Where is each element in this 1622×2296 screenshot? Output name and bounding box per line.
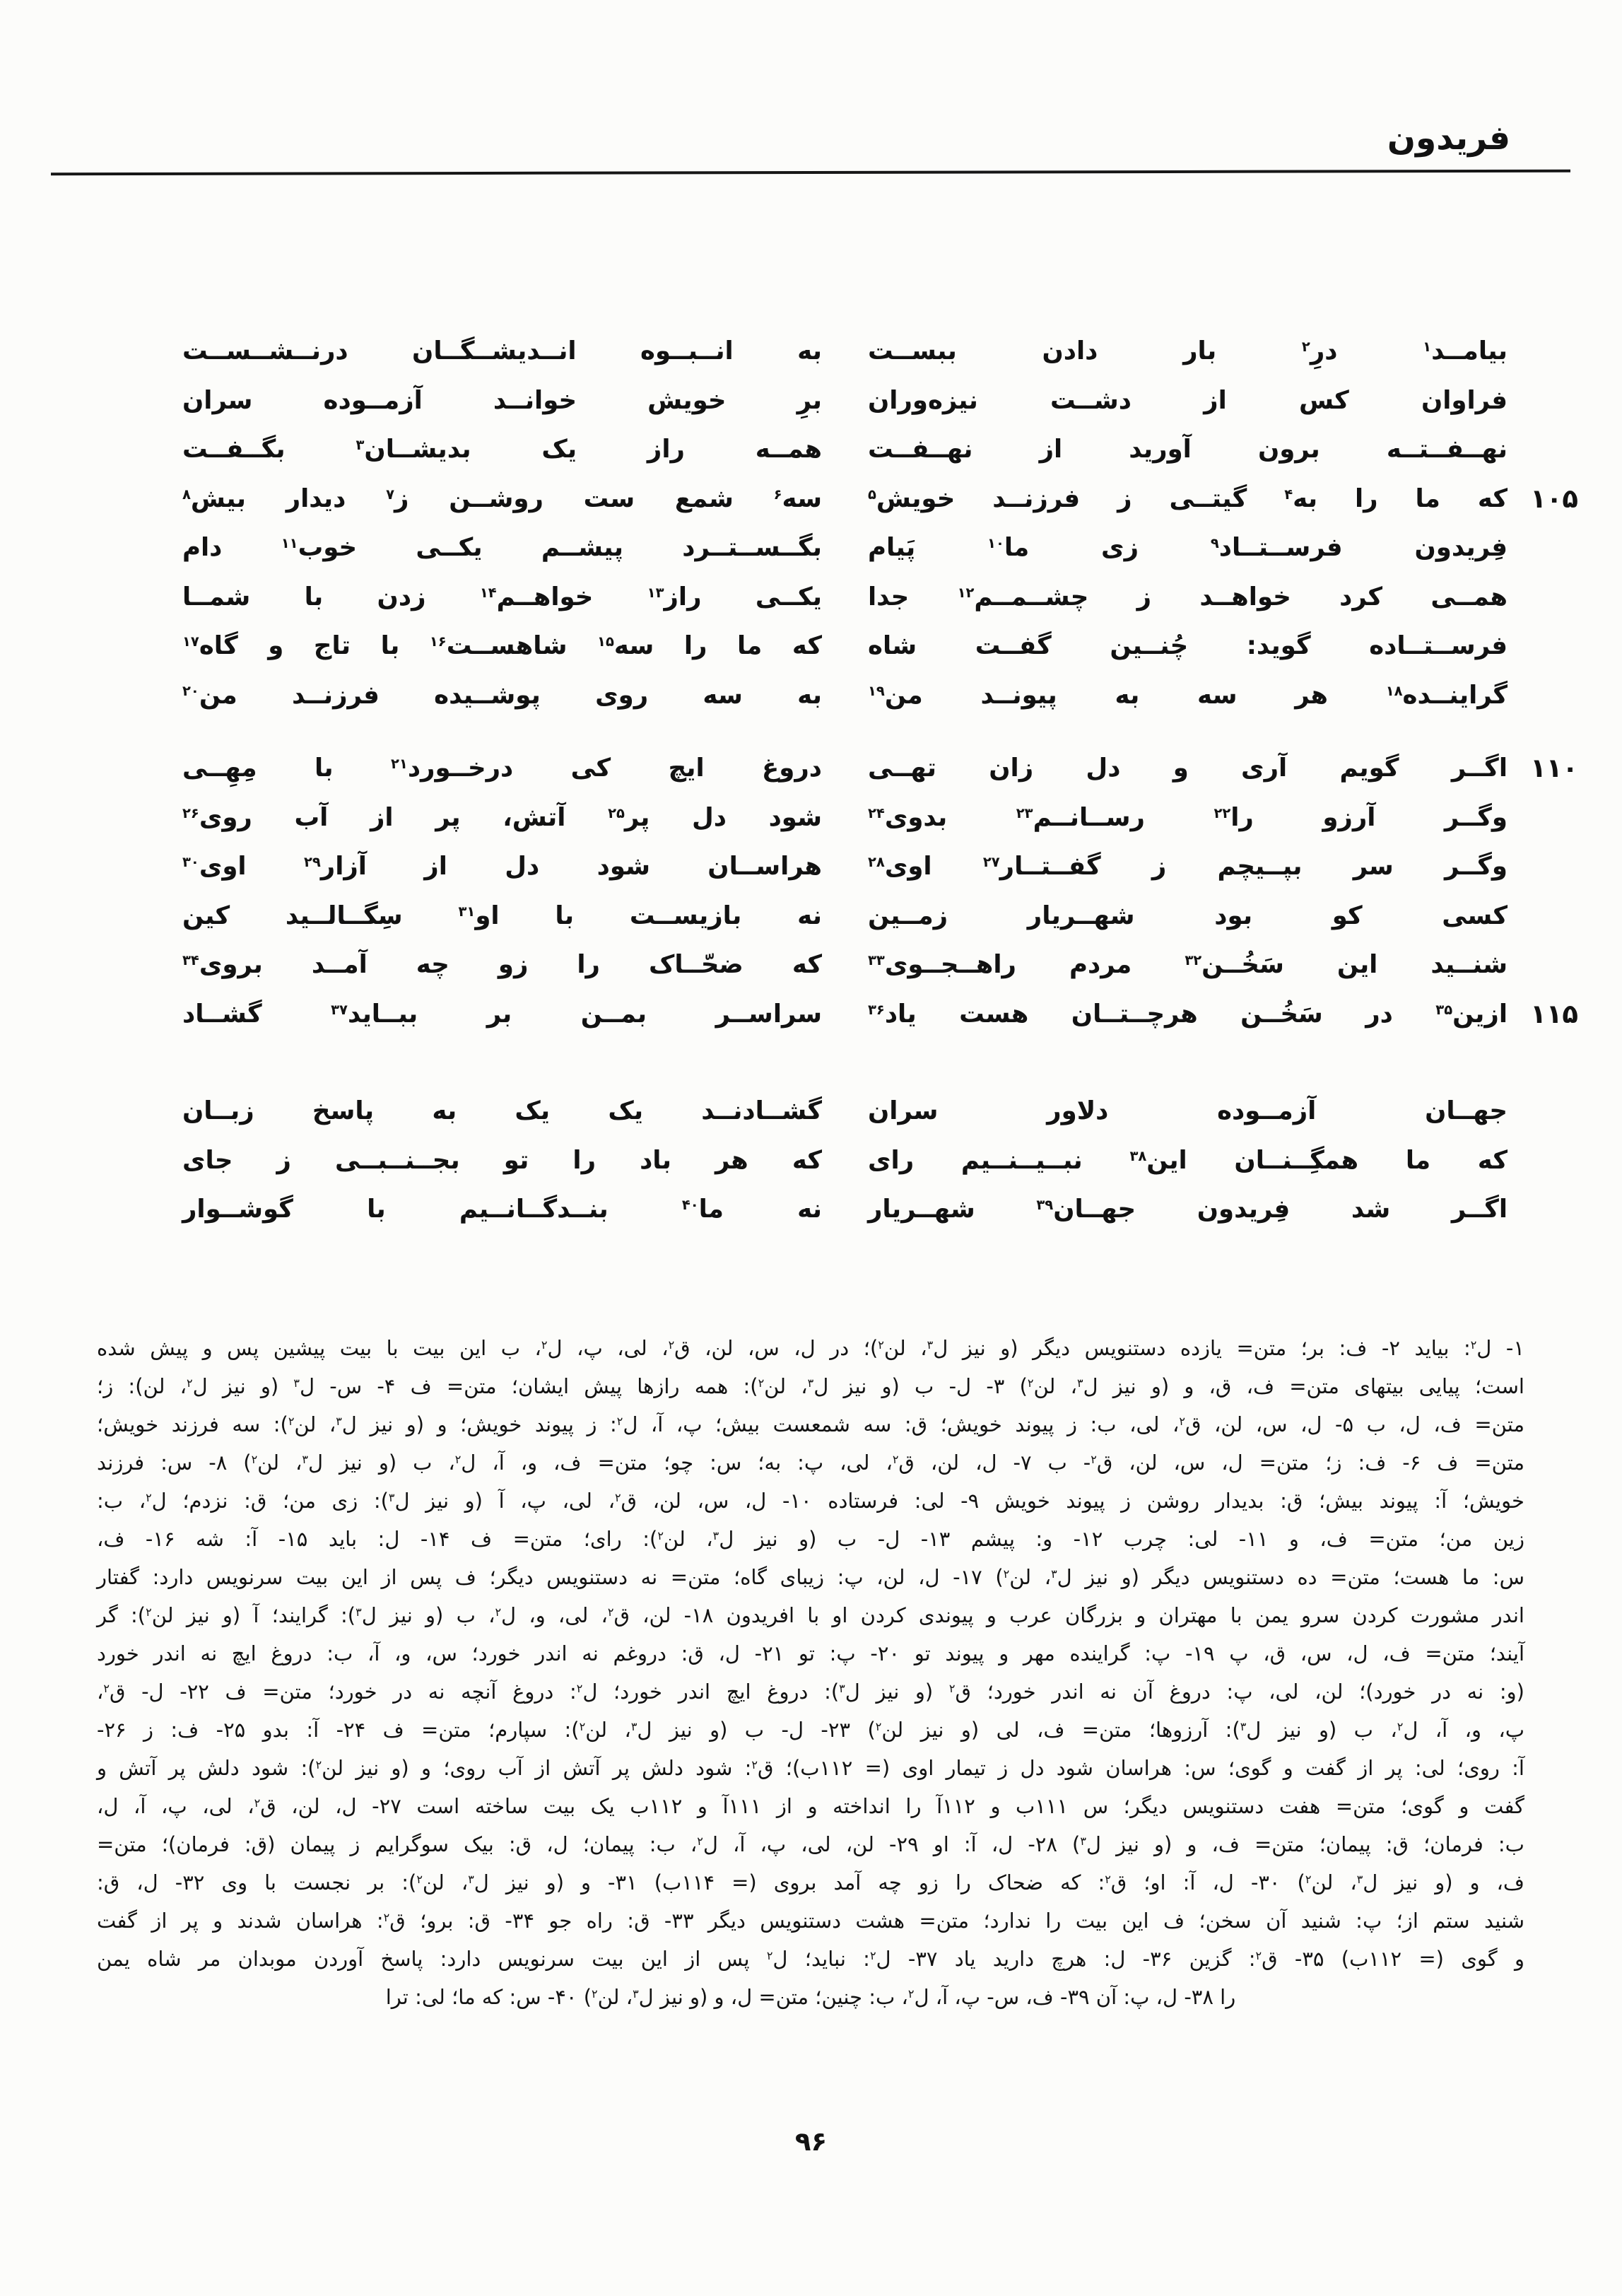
footnote-ref: ۳ xyxy=(927,1338,934,1352)
footnote-ref: ۲۶ xyxy=(182,804,199,821)
footnote-ref: ۱۲ xyxy=(957,584,975,601)
footnote-ref: ۳۵ xyxy=(1435,1001,1453,1018)
hemistich-second: که ضحّــاک را زو چه آمــد بروی$^{۳۴}$ xyxy=(182,950,822,980)
verse-number: ۱۱۰ xyxy=(1530,753,1578,784)
footnote-ref: ۲ xyxy=(288,1414,295,1429)
footnote-ref: ۲ xyxy=(454,1453,462,1467)
footnote-ref: ۲۸ xyxy=(868,854,885,871)
footnote-ref: ۲ xyxy=(697,1834,703,1849)
footnote-ref: ۲۰ xyxy=(182,682,199,699)
footnote-ref: ۲ xyxy=(1091,1453,1097,1467)
hemistich-second: سراســر بمــن بر ببــاید$^{۳۷}$ گشــاد xyxy=(182,999,822,1029)
footnote-line: (و: نه در خورد)؛ لن، لی، پ: دروغ آن نه اندر خورد؛ ق$^۲$ (و نیز ل$^۳$): دروغ ایچ اندر خورد؛ ل$^۲$: دروغ آنچه نه در خورد؛ متن= ف ۲۲- ل- ق$^۲$، xyxy=(97,1680,1524,1704)
poem-line xyxy=(41,327,1578,376)
footnote-ref: ۲ xyxy=(1179,1414,1185,1429)
hemistich-second: که هر باد را تو بجــنــبــی ز جای xyxy=(182,1145,822,1175)
footnote-ref: ۲ xyxy=(907,1987,915,2001)
poem-line xyxy=(41,744,1578,793)
poem-line xyxy=(41,1086,1578,1136)
stanza xyxy=(41,1086,1578,1234)
hemistich-second: شود دل پر$^{۲۵}$ آتش، پر از آب روی$^{۲۶}$ xyxy=(182,802,822,832)
poem-line xyxy=(41,425,1578,474)
footnote-ref: ۲۹ xyxy=(303,854,321,871)
footnote-line: اندر مشورت کردن سرو یمن با مهتران و بزرگان عرب و پیوندی کردن او با افریدون ۱۸- لن، ق$^۲$، لی، و، ل$^۲$، ب (و نیز ل$^۳$): گرایند؛ آ (و نیز لن$^۲$): گر xyxy=(97,1603,1524,1627)
footnote-ref: ۲ xyxy=(875,1720,882,1734)
hemistich-second: که ما را سه$^{۱۵}$ شاهســت$^{۱۶}$ با تاج و گاه$^{۱۷}$ xyxy=(182,631,822,661)
header-rule xyxy=(51,170,1570,176)
footnote-ref: ۱۴ xyxy=(479,584,497,601)
verse-number: ۱۰۵ xyxy=(1530,483,1578,514)
running-head-title: فريدون xyxy=(1387,119,1510,158)
hemistich-second: نه بازیســت با او$^{۳۱}$ سِگــالــید کین xyxy=(182,901,822,930)
hemistich-first: فرســتــاده گوید: چُنــین گفــت شاه xyxy=(868,631,1508,661)
critical-apparatus-footnotes xyxy=(97,1329,1524,2016)
hemistich-first: اگــر شد فِریدون جهــان$^{۳۹}$ شهــریار xyxy=(868,1195,1508,1224)
footnote-ref: ۳ xyxy=(712,1529,719,1543)
footnote-ref: ۲ xyxy=(751,1758,758,1772)
footnote-ref: ۲ xyxy=(1301,339,1310,356)
footnote-ref: ۲ xyxy=(315,1758,322,1772)
footnote-ref: ۳ xyxy=(293,1376,300,1390)
footnote-ref: ۲ xyxy=(1470,1338,1477,1352)
footnote-ref: ۳ xyxy=(1080,1834,1086,1849)
poem-line xyxy=(41,1136,1578,1185)
footnote-line: متن= ف، ل، ب ۵- ل، س، لن، ق$^۲$، لی، ب: ز پیوند خویش؛ ق: سه شمعست بیش؛ پ، آ، ل$^۲$: ز پیوند خویش؛ و (و نیز ل$^۳$، لن$^۲$): سه فرزند خویش؛ xyxy=(97,1412,1524,1436)
footnote-ref: ۳ xyxy=(633,1987,639,2001)
footnote-ref: ۲ xyxy=(495,1605,502,1620)
footnote-ref: ۲ xyxy=(869,1949,876,1963)
footnote-line: را ۳۸- ل، پ: آن ۳۹- ف، س- پ، آ، ل$^۲$، ب: چنین؛ متن= ل، و (و نیز ل$^۳$، لن$^۲$) ۴۰- س: که ما؛ لی: ترا xyxy=(385,1985,1236,2009)
footnote-ref: ۳۱ xyxy=(458,903,476,920)
footnote-ref: ۴۰ xyxy=(681,1197,699,1214)
footnote-ref: ۳ xyxy=(355,437,365,454)
footnote-ref: ۲ xyxy=(892,1453,899,1467)
footnote-ref: ۱۰ xyxy=(987,535,1004,552)
hemistich-first: که ما را به$^۴$ گیتــی ز فرزنــد خویش$^۵$ xyxy=(868,484,1508,513)
footnote-ref: ۲ xyxy=(541,1338,548,1352)
poem-line xyxy=(41,793,1578,843)
footnote-line: ۱- ل$^۲$: بیاید ۲- ف: بر؛ متن= یازده دستنویس دیگر (و نیز ل$^۳$، لن$^۲$)؛ در ل، س، لن، ق$^۲$، لی، پ، ل$^۲$، ب این بیت با بیت پیشین پس و پیش شده xyxy=(97,1336,1524,1360)
footnote-ref: ۳ xyxy=(388,1491,395,1505)
hemistich-first: گراینــده$^{۱۸}$ هر سه به پیونــد من$^{۱۹}$ xyxy=(868,680,1508,710)
hemistich-second: گشــادنــد یک یک به پاسخ زبــان xyxy=(182,1096,822,1126)
hemistich-second: به انــبــوه انــدیشــگــان درنــشــســت xyxy=(182,336,822,366)
footnote-ref: ۲ xyxy=(251,1453,258,1467)
footnote-line: است؛ پیایی بیتهای متن= ف، ق، و (و نیز ل$^۳$، لن$^۲$) ۳- ل- ب (و نیز ل$^۳$، لن$^۲$): همه رازها پیش ایشان؛ متن= ف ۴- س- ل$^۳$ (و نیز ل$^۲$، لن): ز؛ xyxy=(97,1374,1524,1398)
footnote-ref: ۸ xyxy=(182,486,191,503)
footnote-line: پ، و، آ، ل$^۲$، ب (و نیز ل$^۳$): آرزوها؛ متن= ف، لی (و نیز لن$^۲$) ۲۳- ل- ب (و نیز ل$^۳$، لن$^۲$): سپارم؛ متن= ف ۲۴- آ: بدو ۲۵- ف: ز ۲۶- xyxy=(97,1718,1524,1742)
poem-line xyxy=(41,842,1578,891)
verse-number: ۱۱۵ xyxy=(1530,998,1578,1029)
footnote-ref: ۲۴ xyxy=(868,804,885,821)
footnote-line: ب: فرمان؛ ق: پیمان؛ متن= ف، و (و نیز ل$^۳$) ۲۸- ل، آ: او ۲۹- لن، لی، پ، آ، ل$^۲$، ب: پیمان؛ ل، ق: بیک سوگرایم ز پیمان (ق: فرمان)؛ متن= xyxy=(97,1832,1524,1856)
footnote-ref: ۲ xyxy=(1255,1949,1262,1963)
hemistich-first: اگــر گویم آری و دل زان تهــی xyxy=(868,754,1508,783)
footnote-ref: ۲ xyxy=(657,1529,664,1543)
footnote-ref: ۳ xyxy=(302,1453,308,1467)
hemistich-first: بیامــد$^۱$ درِ$^۲$ بار دادن ببســت xyxy=(868,336,1508,366)
footnote-ref: ۲ xyxy=(103,1682,110,1696)
footnote-line: زین من؛ متن= ف، و ۱۱- لی: چرب ۱۲- و: پیشم ۱۳- ل- ب (و نیز ل$^۳$، لن$^۲$): رای؛ متن= ف ۱۴- ل: باید ۱۵- آ: شه ۱۶- ف، xyxy=(97,1527,1524,1551)
footnote-ref: ۲ xyxy=(187,1376,193,1390)
poem-line xyxy=(41,523,1578,573)
footnote-ref: ۳۰ xyxy=(182,854,199,871)
poem-line xyxy=(41,671,1578,720)
hemistich-second: سه$^۶$ شمع ست روشــن ز$^۷$ دیدار بیش$^۸$ xyxy=(182,484,822,513)
footnote-ref: ۳ xyxy=(1051,1567,1057,1581)
hemistich-first: شنــید این سَخُــن$^{۳۲}$ مردم راهــجــوی$^{۳۳}$ xyxy=(868,950,1508,980)
footnote-ref: ۲ xyxy=(146,1605,152,1620)
footnote-line: متن= ف ۶- ف: ز؛ متن= ل، س، لن، ق$^۲$- ب ۷- ل، لن، ق$^۲$، لی، پ: به؛ س: چو؛ متن= ف، و، آ، ل$^۲$، ب (و نیز ل$^۳$، لن$^۲$) ۸- س: فرزند xyxy=(97,1451,1524,1475)
footnote-ref: ۳ xyxy=(1076,1376,1083,1390)
footnote-ref: ۲ xyxy=(1027,1376,1034,1390)
footnote-line: خویش؛ آ: پیوند بیش؛ ق: بدیدار روشن ز پیوند خویش ۹- لی: فرستاده ۱۰- ل، س، لن، ق$^۲$، لی، پ، آ (و نیز ل$^۳$): زی من؛ ق: نزدم؛ ل$^۲$، ب: xyxy=(97,1489,1524,1513)
page-number: ۹۶ xyxy=(794,2126,828,2157)
footnote-ref: ۲ xyxy=(668,1338,675,1352)
footnote-ref: ۲ xyxy=(948,1682,956,1696)
footnote-ref: ۳ xyxy=(355,1605,362,1620)
hemistich-second: یکــی راز$^{۱۳}$ خواهــم$^{۱۴}$ زدن با شمــا xyxy=(182,582,822,611)
footnote-ref: ۲ xyxy=(758,1376,765,1390)
hemistich-second: همــه راز یک بدیشــان$^۳$ بگــفــت xyxy=(182,435,822,464)
footnote-ref: ۲ xyxy=(607,1605,614,1620)
poem-line xyxy=(41,376,1578,426)
footnote-ref: ۱۷ xyxy=(182,633,199,650)
footnote-ref: ۶ xyxy=(773,486,782,503)
poem-block xyxy=(41,327,1578,1234)
hemistich-second: هراســان شود دل از آزار$^{۲۹}$ اوی$^{۳۰}$ xyxy=(182,852,822,882)
poem-line xyxy=(41,990,1578,1039)
hemistich-second: برِ خویش خوانــد آزمــوده سران xyxy=(182,385,822,415)
hemistich-first: وگــر سر بپــیچم ز گفــتــار$^{۲۷}$ اوی$^{۲۸}$ xyxy=(868,852,1508,882)
footnote-line: آ: روی؛ لی: پر از گفت و گوی؛ س: هراسان شود دل ز تیمار اوی (= ۱۱۲ب)؛ ق$^۲$: شود دلش پر آتش از آب روی؛ و (و نیز لن$^۲$): شود دلش پر آتش و xyxy=(97,1756,1524,1780)
footnote-ref: ۲ xyxy=(1003,1567,1010,1581)
footnote-ref: ۱۶ xyxy=(429,633,447,650)
footnote-line: گفت و گوی؛ متن= هفت دستنویس دیگر؛ س ۱۱۱ب و ۱۱۲آ را انداخته و از ۱۱۱آ و ۱۱۲ب یک بیت ساخته است ۲۷- ل، لن، ق$^۲$، لی، پ، آ، ل، xyxy=(97,1794,1524,1818)
hemistich-first: جهــان آزمــوده دلاور سران xyxy=(868,1096,1508,1126)
footnote-ref: ۴ xyxy=(1284,486,1293,503)
footnote-ref: ۳۲ xyxy=(1185,952,1202,969)
hemistich-first: وگــر آرزو را$^{۲۲}$ رســانــم$^{۲۳}$ بدوی$^{۲۴}$ xyxy=(868,802,1508,832)
footnote-line: و گوی (= ۱۱۲ب) ۳۵- ق$^۲$: گزین ۳۶- ل: هرچ دارید یاد ۳۷- ل$^۲$: نباید؛ ل$^۲$ پس از این بیت سرنویس دارد: پاسخ آوردن موبدان مر شاه یمن xyxy=(97,1947,1524,1971)
hemistich-second: بگــســتــرد پیشــم یکــی خوب$^{۱۱}$ دام xyxy=(182,533,823,563)
footnote-ref: ۲ xyxy=(254,1796,261,1810)
hemistich-second: به سه روی پوشــیده فرزنــد من$^{۲۰}$ xyxy=(182,680,822,710)
footnote-ref: ۲ xyxy=(1397,1720,1404,1734)
footnote-ref: ۵ xyxy=(868,486,876,503)
footnote-ref: ۲۵ xyxy=(608,804,625,821)
hemistich-first: ازین$^{۳۵}$ در سَخُــن هرچــتــان هست یاد$^{۳۶}$ xyxy=(868,999,1508,1029)
footnote-ref: ۲ xyxy=(416,1873,423,1887)
footnote-ref: ۲ xyxy=(614,1491,621,1505)
footnote-ref: ۳۹ xyxy=(1036,1197,1054,1214)
footnote-ref: ۱۸ xyxy=(1385,682,1403,699)
hemistich-second: نه ما$^{۴۰}$ بنــدگــانــیم با گوشــوار xyxy=(182,1195,822,1224)
footnote-ref: ۲ xyxy=(146,1491,152,1505)
footnote-ref: ۳۳ xyxy=(868,952,885,969)
poem-line xyxy=(41,891,1578,941)
footnote-ref: ۲۲ xyxy=(1213,804,1231,821)
footnote-ref: ۳ xyxy=(1240,1720,1247,1734)
hemistich-first: فراوان کس از دشــت نیزه‌وران xyxy=(868,385,1508,415)
footnote-line: شنید ستم از؛ پ: شنید آن سخن؛ ف این بیت را ندارد؛ متن= هشت دستنویس دیگر ۳۳- ق: راه جو ۳۴- ق: برو؛ ق$^۲$: هراسان شدند و پر از گفت xyxy=(97,1909,1525,1933)
poem-line xyxy=(41,940,1578,990)
footnote-ref: ۲۷ xyxy=(982,854,1000,871)
footnote-ref: ۳۴ xyxy=(182,952,199,969)
footnote-ref: ۲ xyxy=(766,1949,773,1963)
footnote-ref: ۲ xyxy=(576,1682,583,1696)
footnote-ref: ۳۶ xyxy=(868,1001,885,1018)
footnote-ref: ۹ xyxy=(1210,535,1219,552)
hemistich-first: کسی کو بود شهــریار زمــین xyxy=(868,901,1508,930)
hemistich-first: فِریدون فرســتــاد$^۹$ زی ما$^{۱۰}$ پَیام xyxy=(868,533,1508,563)
stanza xyxy=(41,327,1578,1038)
footnote-ref: ۲ xyxy=(383,1911,390,1925)
footnote-line: س: ما هست؛ متن= ده دستنویس دیگر (و نیز ل$^۳$، لن$^۲$) ۱۷- ل، لن، پ: زیبای گاه؛ متن= نه دستنویس دیگر؛ ف پس از این بیت سرنویس دارد: گفتار xyxy=(97,1565,1524,1589)
footnote-ref: ۱۱ xyxy=(281,535,298,552)
poem-line xyxy=(41,573,1578,622)
hemistich-first: همــی کرد خواهــد ز چشــمــم$^{۱۲}$ جدا xyxy=(868,582,1508,611)
footnote-ref: ۲ xyxy=(1105,1873,1111,1887)
footnote-ref: ۲ xyxy=(878,1338,884,1352)
hemistich-second: دروغ ایچ کی درخــورد$^{۲۱}$ با مِهِــی xyxy=(182,754,822,783)
footnote-ref: ۳ xyxy=(839,1682,845,1696)
poem-line xyxy=(41,474,1578,524)
footnote-ref: ۳ xyxy=(336,1414,342,1429)
footnote-ref: ۲ xyxy=(1305,1873,1312,1887)
footnote-ref: ۳ xyxy=(468,1873,474,1887)
footnote-ref: ۷ xyxy=(386,486,395,503)
footnote-ref: ۱۵ xyxy=(597,633,614,650)
footnote-ref: ۳ xyxy=(807,1376,814,1390)
footnote-ref: ۱۹ xyxy=(868,682,885,699)
footnote-ref: ۲ xyxy=(616,1414,623,1429)
footnote-ref: ۳۸ xyxy=(1129,1147,1147,1164)
hemistich-first: که ما همگِــنــان این$^{۳۸}$ نبــیــنــیم رای xyxy=(868,1145,1508,1175)
footnote-ref: ۲ xyxy=(592,1987,598,2001)
footnote-line: آیند؛ متن= ف، ل، س، ق، پ ۱۹- پ: گراینده مهر و پیوند تو ۲۰- پ: تو ۲۱- ل، ق: دروغم نه اندر خورد؛ س، و، آ، ب: دروغ ایچ نه اندر خورد xyxy=(97,1641,1525,1665)
poem-line xyxy=(41,1185,1578,1234)
footnote-ref: ۱ xyxy=(1423,339,1432,356)
footnote-ref: ۱۳ xyxy=(647,584,664,601)
footnote-ref: ۲۳ xyxy=(1016,804,1033,821)
footnote-ref: ۲ xyxy=(579,1720,586,1734)
footnote-ref: ۳۷ xyxy=(331,1001,348,1018)
footnote-ref: ۲۱ xyxy=(391,756,408,773)
footnote-ref: ۳ xyxy=(630,1720,637,1734)
poem-line xyxy=(41,621,1578,671)
footnote-line: ف، و (و نیز ل$^۳$، لن$^۲$) ۳۰- ل، آ: او؛ ق$^۲$: که ضحاک را زو چه آمد بروی (= ۱۱۴ب) ۳۱- و (و نیز ل$^۳$، لن$^۲$): بر نجست با وی ۳۲- ل، ق: xyxy=(97,1870,1524,1894)
hemistich-first: نهــفــتــه برون آورید از نهــفــت xyxy=(868,435,1508,464)
footnote-ref: ۳ xyxy=(1356,1873,1363,1887)
